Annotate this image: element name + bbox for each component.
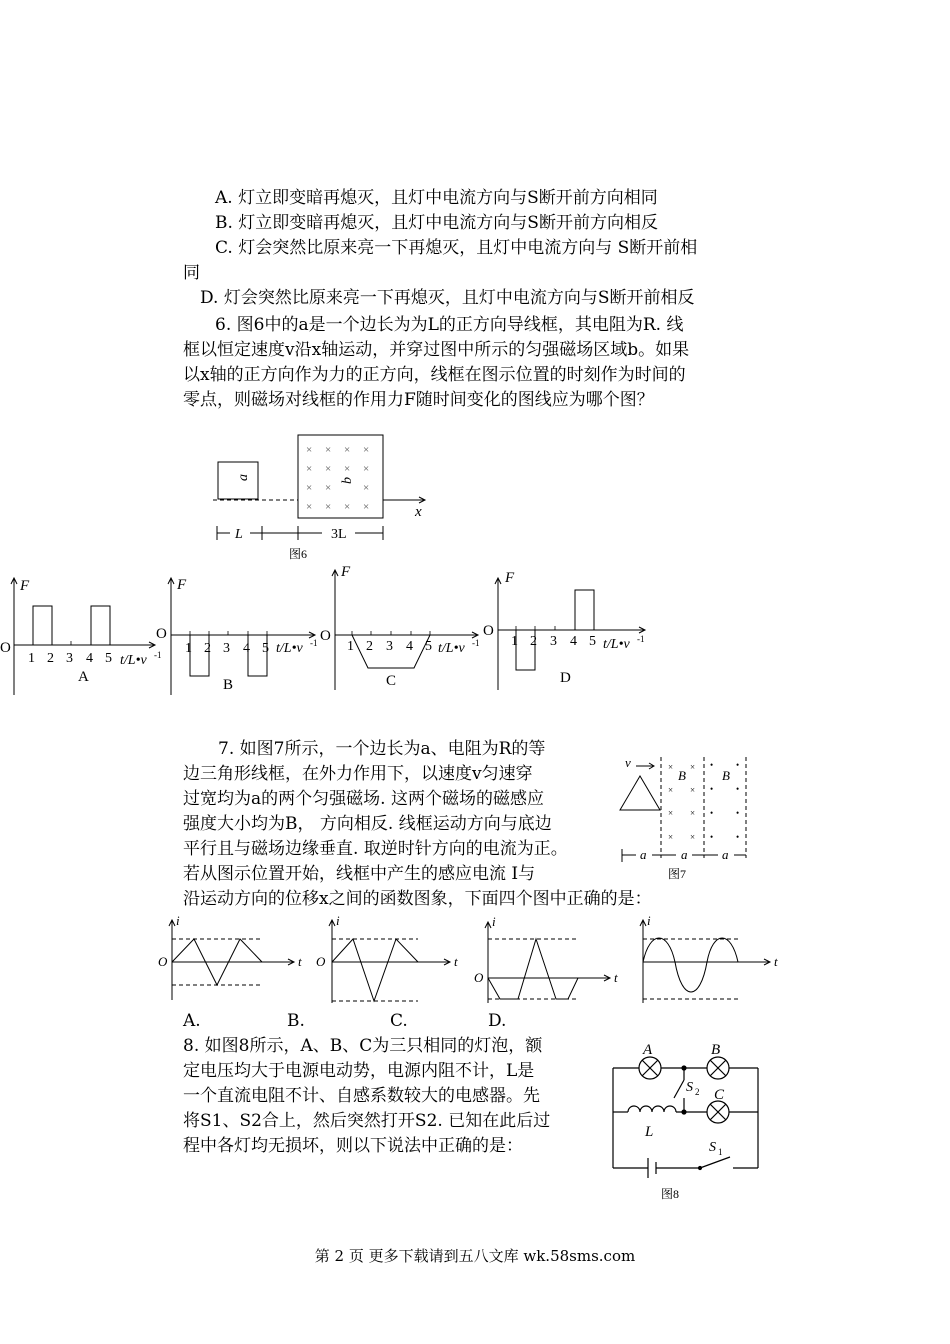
fig6-label-a: a: [236, 474, 251, 481]
q6-text-line3: 以x轴的正方向作为力的正方向，线框在图示位置的时刻作为时间的: [183, 365, 686, 385]
triangle-frame: [620, 776, 660, 810]
graph-a-origin: O: [0, 640, 11, 656]
svg-text:×: ×: [690, 762, 696, 772]
graph-d-x-label: t/L•v: [603, 637, 630, 652]
graph-a-name: A: [78, 669, 89, 685]
fig8-caption: 图8: [661, 1187, 680, 1201]
svg-text:×: ×: [306, 444, 313, 456]
svg-text:•: •: [710, 832, 714, 842]
graph-b-tick-4: 4: [243, 641, 250, 656]
q7-option-a: A.: [183, 1011, 201, 1031]
q7-graph-b-origin: O: [316, 954, 326, 969]
graph-a-x-label: t/L•v: [120, 653, 147, 668]
svg-text:×: ×: [690, 832, 696, 842]
page-footer: 第 2 页 更多下载请到五八文库 wk.58sms.com: [314, 1247, 636, 1265]
q7-graph-d: [640, 920, 770, 1003]
q7-option-d: D.: [488, 1011, 507, 1031]
svg-text:×: ×: [690, 785, 696, 795]
q7-graph-c-y: i: [492, 914, 496, 929]
fig6-label-3L: 3L: [331, 527, 347, 542]
svg-text:×: ×: [363, 463, 370, 475]
q7-graph-d-y: i: [647, 913, 651, 928]
svg-text:×: ×: [306, 482, 313, 494]
graph-c-tick-1: 1: [347, 639, 354, 654]
graph-a-x-label-sup: -1: [154, 650, 162, 660]
q8-text-line3: 一个直流电阻不计、自感系数较大的电感器。先: [183, 1086, 540, 1106]
fig8-label-A: A: [643, 1042, 653, 1058]
q7-text-line4: 强度大小均为B， 方向相反. 线框运动方向与底边: [183, 814, 552, 834]
q5-option-c-line1: C. 灯会突然比原来亮一下再熄灭，且灯中电流方向与 S断开前相: [215, 238, 698, 258]
graph-c-x-label: t/L•v: [438, 641, 465, 656]
graph-d-x-label-sup: -1: [637, 634, 645, 644]
svg-text:×: ×: [325, 463, 332, 475]
q7-text-line1: 7. 如图7所示，一个边长为a、电阻为R的等: [218, 739, 546, 759]
svg-text:×: ×: [344, 463, 351, 475]
svg-text:×: ×: [363, 482, 370, 494]
graph-b-name: B: [223, 677, 234, 693]
fig6-label-b: b: [340, 477, 355, 484]
svg-text:×: ×: [363, 444, 370, 456]
q7-graph-a-origin: O: [158, 954, 168, 969]
svg-text:×: ×: [668, 808, 674, 818]
svg-text:×: ×: [363, 501, 370, 513]
fig8-label-C: C: [714, 1087, 725, 1103]
graph-a-tick-1: 1: [28, 651, 35, 666]
graph-d-tick-4: 4: [570, 634, 577, 649]
switch-s1: [700, 1157, 730, 1168]
graph-c-tick-4: 4: [406, 639, 413, 654]
graph-b-x-label-sup: -1: [310, 638, 318, 648]
fig8-label-B: B: [711, 1042, 721, 1058]
svg-text:×: ×: [668, 832, 674, 842]
q6-text-line1: 6. 图6中的a是一个边长为为L的正方向导线框，其电阻为R. 线: [215, 315, 684, 335]
q8-text-line4: 将S1、S2合上，然后突然打开S2. 已知在此后过: [183, 1111, 551, 1131]
fig6-label-L: L: [235, 527, 243, 542]
q7-graph-b-x: t: [454, 954, 458, 969]
q7-graph-d-x: t: [774, 954, 778, 969]
q8-text-line2: 定电压均大于电源电动势，电源内阻不计，L是: [183, 1061, 535, 1081]
field-region-b: [298, 435, 383, 518]
svg-text:×: ×: [668, 785, 674, 795]
fig8-label-S2: S: [686, 1080, 693, 1095]
lamp-b: [707, 1057, 729, 1079]
q7-graph-a-y: i: [176, 913, 180, 928]
svg-text:×: ×: [325, 482, 332, 494]
graph-d-tick-3: 3: [550, 634, 557, 649]
svg-text:×: ×: [325, 444, 332, 456]
graph-b-x-label: t/L•v: [276, 641, 303, 656]
graph-b-tick-2: 2: [204, 641, 211, 656]
q7-text-line6: 若从图示位置开始，线框中产生的感应电流 I与: [183, 864, 536, 884]
q7-graph-c-x: t: [614, 970, 618, 985]
q7-text-line2: 边三角形线框，在外力作用下，以速度v匀速穿: [183, 764, 533, 784]
svg-text:×: ×: [344, 501, 351, 513]
q6-graph-a: [11, 578, 155, 695]
graph-c-tick-5: 5: [425, 639, 432, 654]
q5-option-b: B. 灯立即变暗再熄灭，且灯中电流方向与S断开前方向相反: [215, 213, 658, 233]
fig8-label-S1: S: [709, 1140, 716, 1155]
graph-b-y-label: F: [177, 577, 187, 593]
graph-c-x-label-sup: -1: [472, 638, 480, 648]
q7-graph-c-origin: O: [474, 970, 484, 985]
svg-text:•: •: [736, 832, 740, 842]
lamp-c: [707, 1101, 729, 1123]
graph-a-tick-5: 5: [105, 651, 112, 666]
svg-text:×: ×: [325, 501, 332, 513]
q8-text-line1: 8. 如图8所示，A、B、C为三只相同的灯泡，额: [183, 1036, 543, 1056]
svg-text:×: ×: [306, 463, 313, 475]
q7-text-line7: 沿运动方向的位移x之间的函数图象，下面四个图中正确的是：: [183, 889, 652, 909]
q6-graph-c: [332, 570, 478, 690]
fig7-label-a2: a: [681, 847, 688, 862]
q5-option-c-line2: 同: [183, 263, 200, 283]
fig7-label-v: v: [625, 755, 631, 770]
fig8-label-L: L: [645, 1124, 654, 1140]
graph-a-y-label: F: [20, 578, 30, 594]
svg-text:•: •: [736, 760, 740, 770]
svg-text:×: ×: [344, 444, 351, 456]
graph-a-tick-4: 4: [86, 651, 93, 666]
fig7-label-a3: a: [722, 847, 729, 862]
svg-text:•: •: [710, 808, 714, 818]
graph-c-tick-2: 2: [366, 639, 373, 654]
q7-graph-b-y: i: [336, 913, 340, 928]
fig7-caption: 图7: [668, 867, 687, 881]
svg-text:×: ×: [306, 501, 313, 513]
q6-graph-b: [168, 578, 315, 695]
svg-text:×: ×: [690, 808, 696, 818]
q6-text-line4: 零点，则磁场对线框的作用力F随时间变化的图线应为哪个图？: [183, 390, 654, 410]
frame-a: [218, 462, 258, 499]
svg-text:•: •: [736, 808, 740, 818]
graph-d-tick-2: 2: [530, 634, 537, 649]
graph-b-origin: O: [156, 626, 167, 642]
fig6-label-x: x: [415, 504, 422, 520]
q8-text-line5: 程中各灯均无损坏，则以下说法中正确的是：: [183, 1136, 523, 1156]
q7-graph-a-x: t: [298, 954, 302, 969]
fig8-label-S1-sub: 1: [718, 1147, 723, 1157]
q7-graph-b: [329, 920, 450, 1003]
graph-b-tick-3: 3: [223, 641, 230, 656]
graph-b-tick-1: 1: [185, 641, 192, 656]
svg-text:•: •: [710, 760, 714, 770]
graph-c-name: C: [386, 673, 397, 689]
graph-c-origin: O: [320, 628, 331, 644]
fig6-caption: 图6: [289, 547, 308, 561]
q7-option-c: C.: [390, 1011, 408, 1031]
graph-a-tick-3: 3: [66, 651, 73, 666]
fig7-label-B2: B: [722, 768, 730, 783]
q7-graph-c: [485, 922, 610, 1003]
graph-d-tick-1: 1: [511, 634, 518, 649]
q6-text-line2: 框以恒定速度v沿x轴运动，并穿过图中所示的匀强磁场区域b。如果: [183, 340, 690, 360]
graph-c-tick-3: 3: [386, 639, 393, 654]
q7-option-b: B.: [287, 1011, 305, 1031]
svg-text:•: •: [736, 784, 740, 794]
fig7-label-B1: B: [678, 768, 686, 783]
svg-text:•: •: [710, 784, 714, 794]
svg-text:×: ×: [668, 762, 674, 772]
graph-a-tick-2: 2: [47, 651, 54, 666]
graph-d-name: D: [560, 670, 571, 686]
q5-option-a: A. 灯立即变暗再熄灭，且灯中电流方向与S断开前方向相同: [215, 188, 658, 208]
q7-text-line3: 过宽均为a的两个匀强磁场. 这两个磁场的磁感应: [183, 789, 544, 809]
lamp-a: [639, 1057, 661, 1079]
graph-b-tick-5: 5: [262, 641, 269, 656]
graph-d-y-label: F: [505, 570, 515, 586]
q7-text-line5: 平行且与磁场边缘垂直. 取逆时针方向的电流为正。: [183, 839, 568, 859]
graph-d-tick-5: 5: [589, 634, 596, 649]
q5-option-d: D. 灯会突然比原来亮一下再熄灭，且灯中电流方向与S断开前相反: [200, 288, 695, 308]
inductor-L: [628, 1106, 676, 1112]
q6-graph-d: [495, 578, 645, 690]
graph-d-origin: O: [483, 623, 494, 639]
q7-graph-a: [169, 920, 294, 1000]
fig7-label-a1: a: [640, 847, 647, 862]
graph-c-y-label: F: [341, 564, 351, 580]
fig8-label-S2-sub: 2: [695, 1087, 700, 1097]
